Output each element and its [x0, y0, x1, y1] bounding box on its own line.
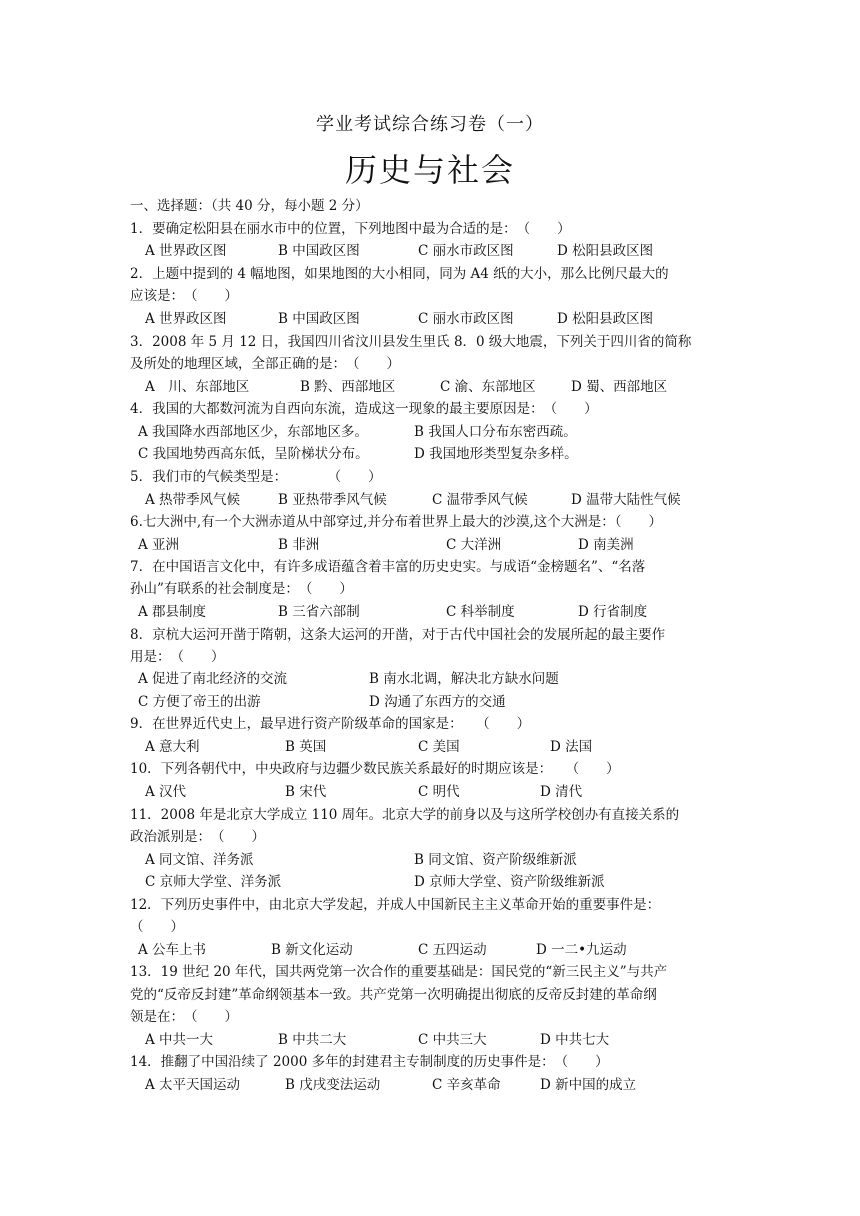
question-2-text-line-2: 应该是： （ ）: [130, 288, 238, 304]
question-13-option-b: B 中共二大: [278, 1032, 347, 1048]
question-2-option-c: C 丽水市政区图: [418, 311, 514, 327]
question-9-option-a: A 意大利: [145, 739, 200, 755]
question-7-option-b: B 三省六部制: [278, 604, 360, 620]
question-5-option-b: B 亚热带季风气候: [278, 492, 387, 508]
question-11-option-d: D 京师大学堂、资产阶级维新派: [414, 874, 605, 890]
question-3-option-d: D 蜀、西部地区: [571, 379, 668, 395]
question-14-option-b: B 戊戌变法运动: [285, 1077, 381, 1093]
question-13-option-a: A 中共一大: [145, 1032, 214, 1048]
question-8-option-a: A 促进了南北经济的交流: [138, 671, 288, 687]
question-11-text-line-1: 11．2008 年是北京大学成立 110 周年。北京大学的前身以及与这所学校创办有直接关系的: [130, 807, 680, 823]
question-1-text: 1．要确定松阳县在丽水市中的位置，下列地图中最为合适的是： （ ）: [130, 221, 571, 237]
question-3-option-a: A 川、东部地区: [145, 379, 250, 395]
question-8-text-line-2: 用是： （ ）: [130, 649, 225, 665]
question-11-option-a: A 同文馆、洋务派: [145, 852, 254, 868]
question-3-text-line-2: 及所处的地理区域，全部正确的是： （ ）: [130, 356, 400, 372]
question-10-option-c: C 明代: [418, 784, 460, 800]
question-1-option-d: D 松阳县政区图: [557, 243, 654, 259]
question-10-option-d: D 清代: [540, 784, 583, 800]
question-14-option-a: A 太平天国运动: [145, 1077, 241, 1093]
question-9-option-d: D 法国: [550, 739, 593, 755]
question-5-text: 5．我们市的气候类型是： （ ）: [130, 469, 382, 485]
question-4-option-c: C 我国地势西高东低，呈阶梯状分布。: [138, 446, 369, 462]
question-9-option-c: C 美国: [418, 739, 460, 755]
question-3-text-line-1: 3．2008 年 5 月 12 日，我国四川省汶川县发生里氏 8．0 级大地震，下列关于四川省的简称: [130, 334, 692, 350]
exam-subtitle: 学业考试综合练习卷（一）: [316, 114, 544, 135]
question-6-text: 6.七大洲中,有一个大洲赤道从中部穿过,并分布着世界上最大的沙漠,这个大洲是：（ ）: [130, 514, 663, 530]
question-5-option-c: C 温带季风气候: [432, 492, 528, 508]
section-heading: 一、选择题：（共 40 分，每小题 2 分）: [130, 198, 369, 214]
question-7-option-d: D 行省制度: [578, 604, 648, 620]
question-7-text-line-2: 孙山”有联系的社会制度是： （ ）: [130, 581, 353, 597]
question-14-option-c: C 辛亥革命: [432, 1077, 501, 1093]
question-14-option-d: D 新中国的成立: [540, 1077, 637, 1093]
question-12-option-b: B 新文化运动: [271, 942, 353, 958]
question-5-option-a: A 热带季风气候: [145, 492, 241, 508]
question-2-option-d: D 松阳县政区图: [557, 311, 654, 327]
question-14-text: 14．推翻了中国沿续了 2000 多年的封建君主专制制度的历史事件是： （ ）: [130, 1054, 609, 1070]
question-4-option-b: B 我国人口分布东密西疏。: [414, 424, 577, 440]
question-13-text-line-2: 党的“反帝反封建”革命纲领基本一致。共产党第一次明确提出彻底的反帝反封建的革命纲: [130, 987, 657, 1003]
question-4-option-a: A 我国降水西部地区少，东部地区多。: [138, 424, 369, 440]
question-13-text-line-3: 领是在： （ ）: [130, 1009, 238, 1025]
question-13-option-d: D 中共七大: [540, 1032, 610, 1048]
question-6-option-b: B 非洲: [278, 537, 320, 553]
question-11-option-c: C 京师大学堂、洋务派: [145, 874, 282, 890]
question-13-option-c: C 中共三大: [418, 1032, 487, 1048]
question-8-option-b: B 南水北调，解决北方缺水问题: [369, 671, 559, 687]
question-12-option-d: D 一二•九运动: [536, 942, 627, 958]
question-1-option-c: C 丽水市政区图: [418, 243, 514, 259]
question-4-text: 4．我国的大都数河流为自西向东流，造成这一现象的最主要原因是： （ ）: [130, 401, 598, 417]
question-10-option-b: B 宋代: [285, 784, 327, 800]
question-10-option-a: A 汉代: [145, 784, 187, 800]
question-11-option-b: B 同文馆、资产阶级维新派: [414, 852, 577, 868]
question-1-option-b: B 中国政区图: [278, 243, 360, 259]
question-7-option-a: A 郡县制度: [138, 604, 207, 620]
question-6-option-a: A 亚洲: [138, 537, 180, 553]
question-10-text: 10．下列各朝代中，中央政府与边疆少数民族关系最好的时期应该是： （ ）: [130, 761, 620, 777]
question-7-option-c: C 科举制度: [446, 604, 515, 620]
question-12-text-line-1: 12．下列历史事件中，由北京大学发起，并成人中国新民主主义革命开始的重要事件是：: [130, 897, 661, 913]
question-12-option-c: C 五四运动: [418, 942, 487, 958]
question-3-option-b: B 黔、西部地区: [300, 379, 396, 395]
question-9-text: 9．在世界近代史上，最早进行资产阶级革命的国家是： （ ）: [130, 716, 531, 732]
question-7-text-line-1: 7．在中国语言文化中，有许多成语蕴含着丰富的历史史实。与成语“金榜题名”、“名落: [130, 559, 646, 575]
question-2-option-b: B 中国政区图: [278, 311, 360, 327]
question-13-text-line-1: 13．19 世纪 20 年代，国共两党第一次合作的重要基础是：国民党的“新三民主义”与共产: [130, 964, 668, 980]
question-5-option-d: D 温带大陆性气候: [571, 492, 681, 508]
question-1-option-a: A 世界政区图: [145, 243, 227, 259]
exam-title: 历史与社会: [344, 151, 515, 189]
question-2-text-line-1: 2．上题中提到的 4 幅地图，如果地图的大小相同，同为 A4 纸的大小，那么比例尺最大的: [130, 266, 669, 282]
question-4-option-d: D 我国地形类型复杂多样。: [414, 446, 578, 462]
question-8-option-d: D 沟通了东西方的交通: [369, 694, 506, 710]
question-12-text-line-2: （ ）: [130, 919, 184, 935]
question-6-option-d: D 南美洲: [578, 537, 634, 553]
question-2-option-a: A 世界政区图: [145, 311, 227, 327]
question-11-text-line-2: 政治派别是： （ ）: [130, 829, 265, 845]
question-8-option-c: C 方便了帝王的出游: [138, 694, 261, 710]
question-3-option-c: C 渝、东部地区: [440, 379, 536, 395]
question-8-text-line-1: 8．京杭大运河开凿于隋朝，这条大运河的开凿，对于古代中国社会的发展所起的最主要作: [130, 627, 666, 643]
question-6-option-c: C 大洋洲: [446, 537, 502, 553]
question-9-option-b: B 英国: [285, 739, 327, 755]
question-12-option-a: A 公车上书: [138, 942, 207, 958]
